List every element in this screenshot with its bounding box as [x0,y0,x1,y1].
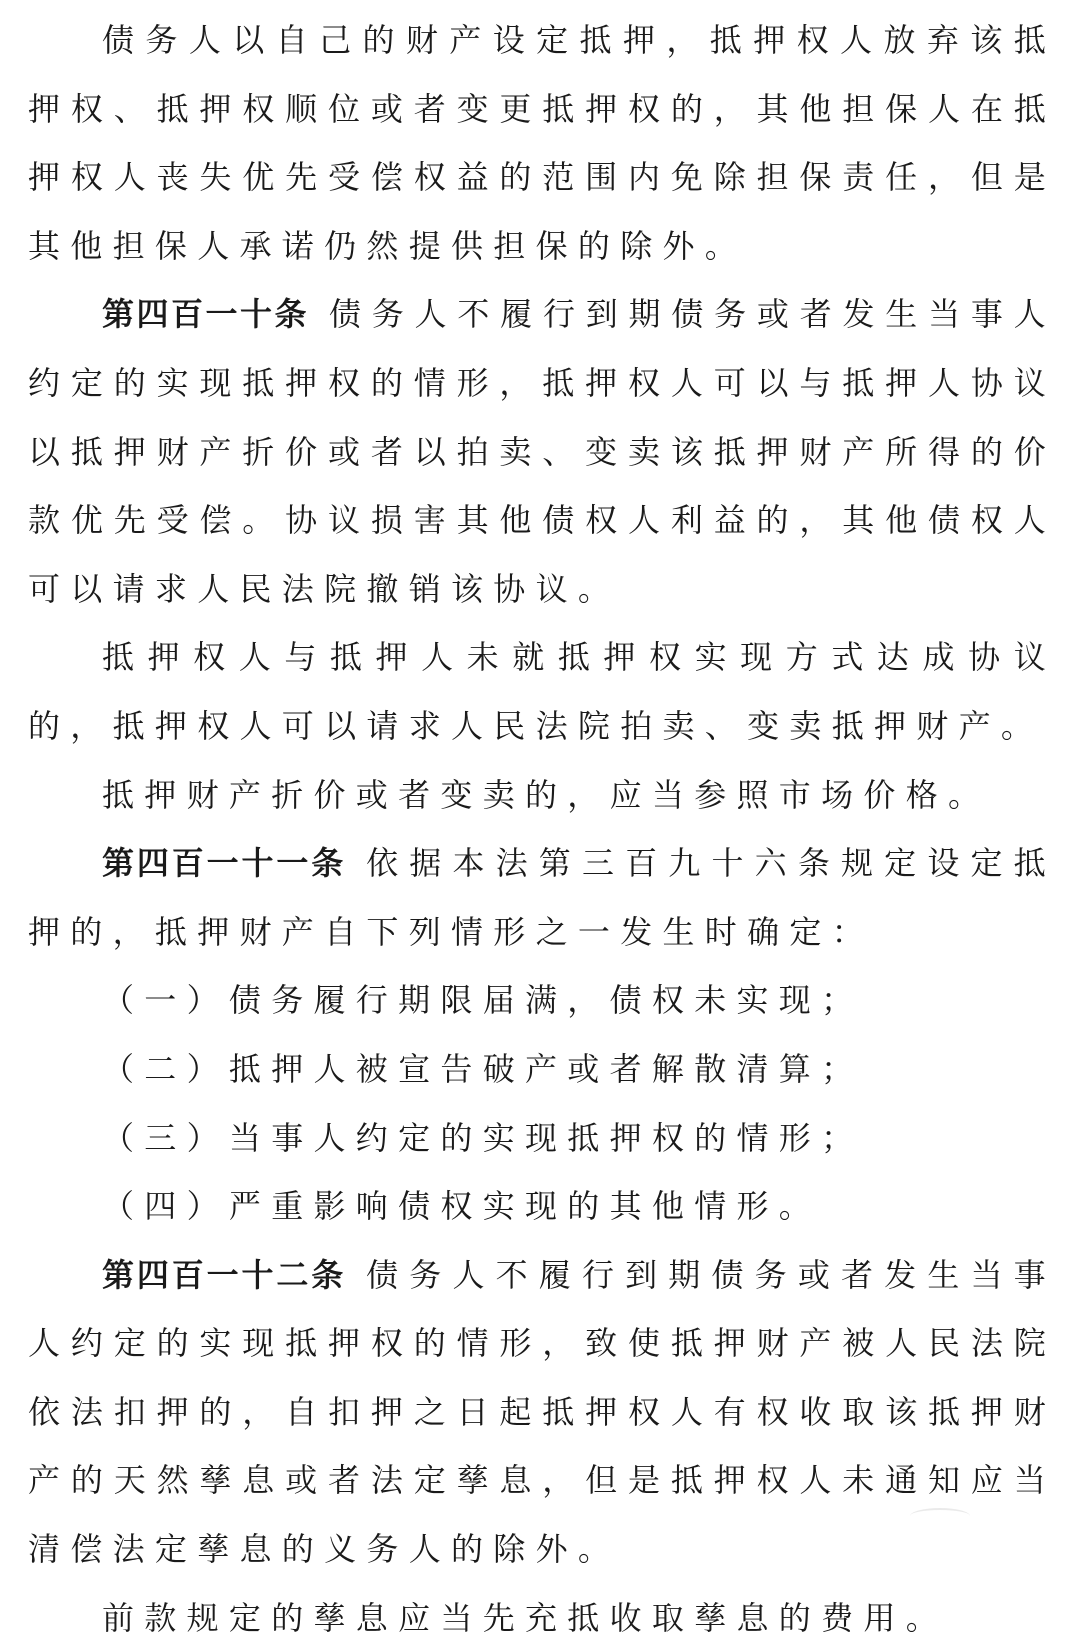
paragraph-text: 债务人以自己的财产设定抵押，抵押权人放弃该抵押权、抵押权顺位或者变更抵押权的，其他担保人在抵押权人丧失优先受偿权益的范围内免除担保责任，但是其他担保人承诺仍然提供担保的除外。 [28,21,1056,265]
paragraph [28,761,1056,830]
paragraph-text: 抵押权人与抵押人未就抵押权实现方式达成协议的，抵押权人可以请求人民法院拍卖、变卖抵押财产。 [28,638,1056,745]
paragraph [28,1241,1056,1584]
paragraph-text: 前款规定的孳息应当先充抵收取孳息的费用。 [102,1598,949,1637]
list-item-text: （三）当事人约定的实现抵押权的情形； [102,1118,864,1157]
paragraph-text: 债务人不履行到期债务或者发生当事人约定的实现抵押权的情形，致使抵押财产被人民法院依法扣押的，自扣押之日起抵押权人有权收取该抵押财产的天然孳息或者法定孳息，但是抵押权人未通知应当清偿法定孳息的义务人的除外。 [28,1255,1056,1569]
article-number: 第四百一十二条 [102,1255,347,1294]
article-number: 第四百一十条 [102,295,309,334]
paragraph [28,829,1056,966]
list-item [28,1035,1056,1104]
watermark-fragment [910,1508,970,1524]
list-item-text: （四）严重影响债权实现的其他情形。 [102,1187,822,1226]
list-item-text: （二）抵押人被宣告破产或者解散清算； [102,1049,864,1088]
list-item [28,1104,1056,1173]
list-item [28,1172,1056,1241]
article-number: 第四百一十一条 [102,844,347,883]
paragraph-text: 依据本法第三百九十六条规定设定抵押的，抵押财产自下列情形之一发生时确定： [28,844,1056,951]
paragraph-text: 债务人不履行到期债务或者发生当事人约定的实现抵押权的情形，抵押权人可以与抵押人协议以抵押财产折价或者以拍卖、变卖该抵押财产所得的价款优先受偿。协议损害其他债权人利益的，其他债权人可以请求人民法院撤销该协议。 [28,295,1056,608]
list-item-text: （一）债务履行期限届满，债权未实现； [102,981,864,1020]
list-item [28,966,1056,1035]
paragraph [28,280,1056,623]
paragraph [28,623,1056,760]
paragraph [28,1584,1056,1652]
document-body [28,6,1056,1652]
paragraph-text: 抵押财产折价或者变卖的，应当参照市场价格。 [102,775,991,814]
paragraph [28,6,1056,280]
